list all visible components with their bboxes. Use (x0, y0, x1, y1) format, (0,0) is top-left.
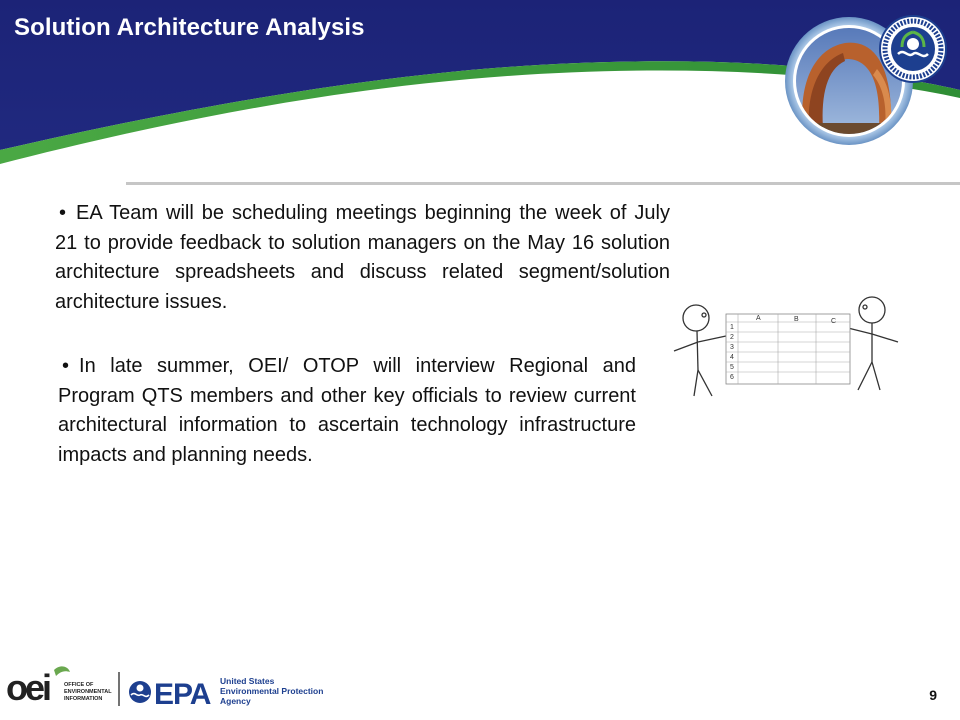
spreadsheet-row-6: 6 (730, 374, 734, 381)
epa-seal-icon (878, 14, 948, 84)
oei-line-3: INFORMATION (64, 696, 103, 702)
spreadsheet-row-2: 2 (730, 334, 734, 341)
page-number: 9 (929, 687, 937, 703)
spreadsheet-col-b: B (794, 316, 799, 323)
spreadsheet-col-c: C (831, 318, 837, 325)
epa-line-3: Agency (220, 696, 251, 706)
oei-logo: oei (6, 667, 50, 708)
bullet-marker: • (62, 355, 70, 377)
spreadsheet-row-5: 5 (730, 364, 734, 371)
header-divider (126, 182, 960, 185)
spreadsheet-row-1: 1 (730, 324, 734, 331)
bullet-marker: • (59, 202, 67, 224)
epa-wordmark: EPA (154, 678, 211, 710)
leaf-icon (54, 666, 70, 676)
epa-line-2: Environmental Protection (220, 686, 324, 696)
oei-line-1: OFFICE OF (64, 682, 94, 688)
bullet-text: In late summer, OEI/ OTOP will interview Regional and Program QTS members and other key officials to review current architectural information to ascertain technology infrastructure impacts and planning needs. (58, 355, 636, 466)
spreadsheet-row-4: 4 (730, 354, 734, 361)
oei-line-2: ENVIRONMENTAL (64, 689, 112, 695)
epa-flower-icon (129, 681, 151, 703)
spreadsheet-col-a: A (756, 315, 761, 322)
bullet-text: EA Team will be scheduling meetings beginning the week of July 21 to provide feedback to solution managers on the May 16 solution architecture spreadsheets and discuss related segment/solution architecture issues. (55, 202, 670, 313)
slide-title: Solution Architecture Analysis (14, 14, 365, 41)
bullet-item-1 (55, 199, 670, 317)
stick-figures-spreadsheet-illustration (668, 292, 908, 404)
footer-logo-bar (6, 664, 336, 710)
epa-line-1: United States (220, 676, 275, 686)
spreadsheet-row-3: 3 (730, 344, 734, 351)
bullet-item-2 (58, 352, 636, 470)
